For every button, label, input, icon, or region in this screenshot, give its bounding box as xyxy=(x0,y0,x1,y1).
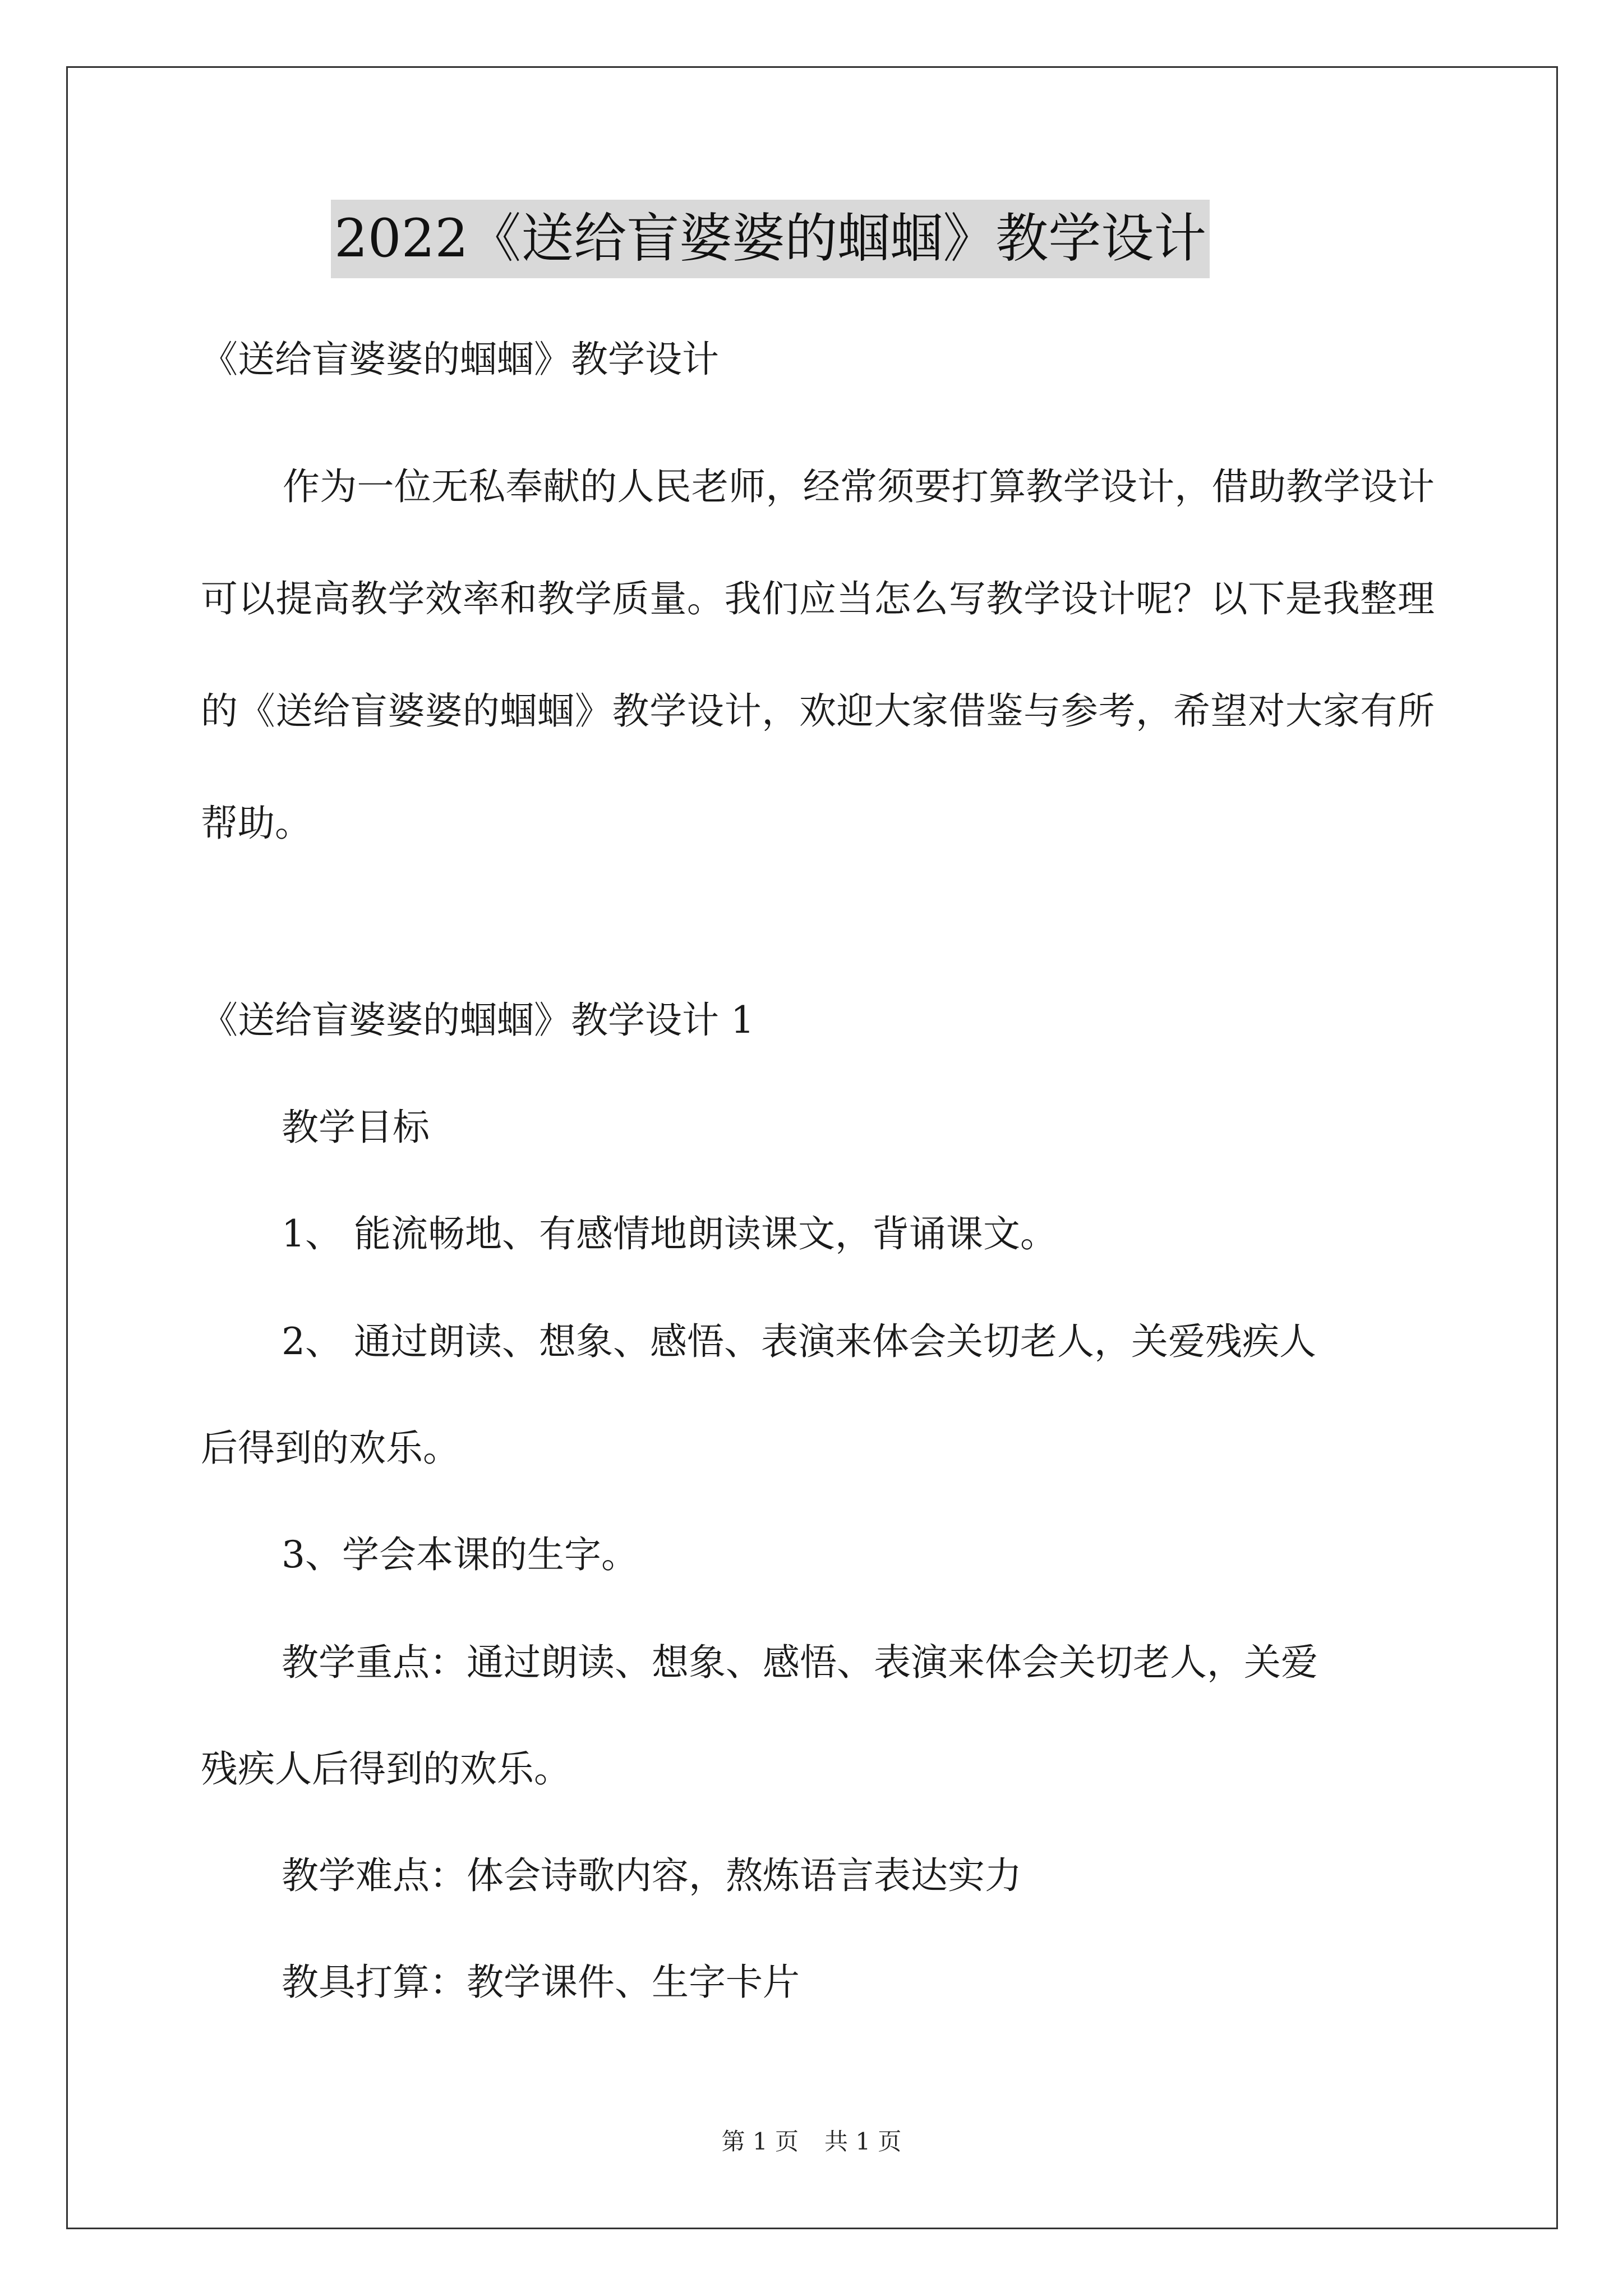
objective-2-line-2: 后得到的欢乐。 xyxy=(201,1427,460,1470)
key-point-line-2: 残疾人后得到的欢乐。 xyxy=(201,1747,571,1791)
objective-3: 3、学会本课的生字。 xyxy=(282,1533,638,1576)
document-title: 2022《送给盲婆婆的蝈蝈》教学设计 xyxy=(331,200,1210,278)
document-subtitle: 《送给盲婆婆的蝈蝈》教学设计 xyxy=(201,338,719,381)
intro-paragraph: 作为一位无私奉献的人民老师，经常须要打算教学设计，借助教学设计可以提高教学效率和教学质量。我们应当怎么写教学设计呢？以下是我整理的《送给盲婆婆的蝈蝈》教学设计，欢迎大家借鉴与参考，希望对大家有所帮助。 xyxy=(201,465,1435,845)
difficulty: 教学难点：体会诗歌内容，熬炼语言表达实力 xyxy=(282,1854,1022,1897)
objective-2-line-1: 2、 通过朗读、想象、感悟、表演来体会关切老人，关爱残疾人 xyxy=(282,1320,1316,1363)
key-point-line-1: 教学重点：通过朗读、想象、感悟、表演来体会关切老人，关爱 xyxy=(282,1641,1318,1684)
objective-1: 1、 能流畅地、有感情地朗读课文，背诵课文。 xyxy=(282,1212,1057,1255)
page-number-current: 第 1 页 xyxy=(721,2128,799,2155)
page-number-total: 共 1 页 xyxy=(824,2128,902,2155)
materials: 教具打算：教学课件、生字卡片 xyxy=(282,1961,800,2004)
objectives-heading: 教学目标 xyxy=(282,1106,430,1149)
page-footer xyxy=(0,2125,1623,2159)
section-heading: 《送给盲婆婆的蝈蝈》教学设计 1 xyxy=(201,999,754,1042)
